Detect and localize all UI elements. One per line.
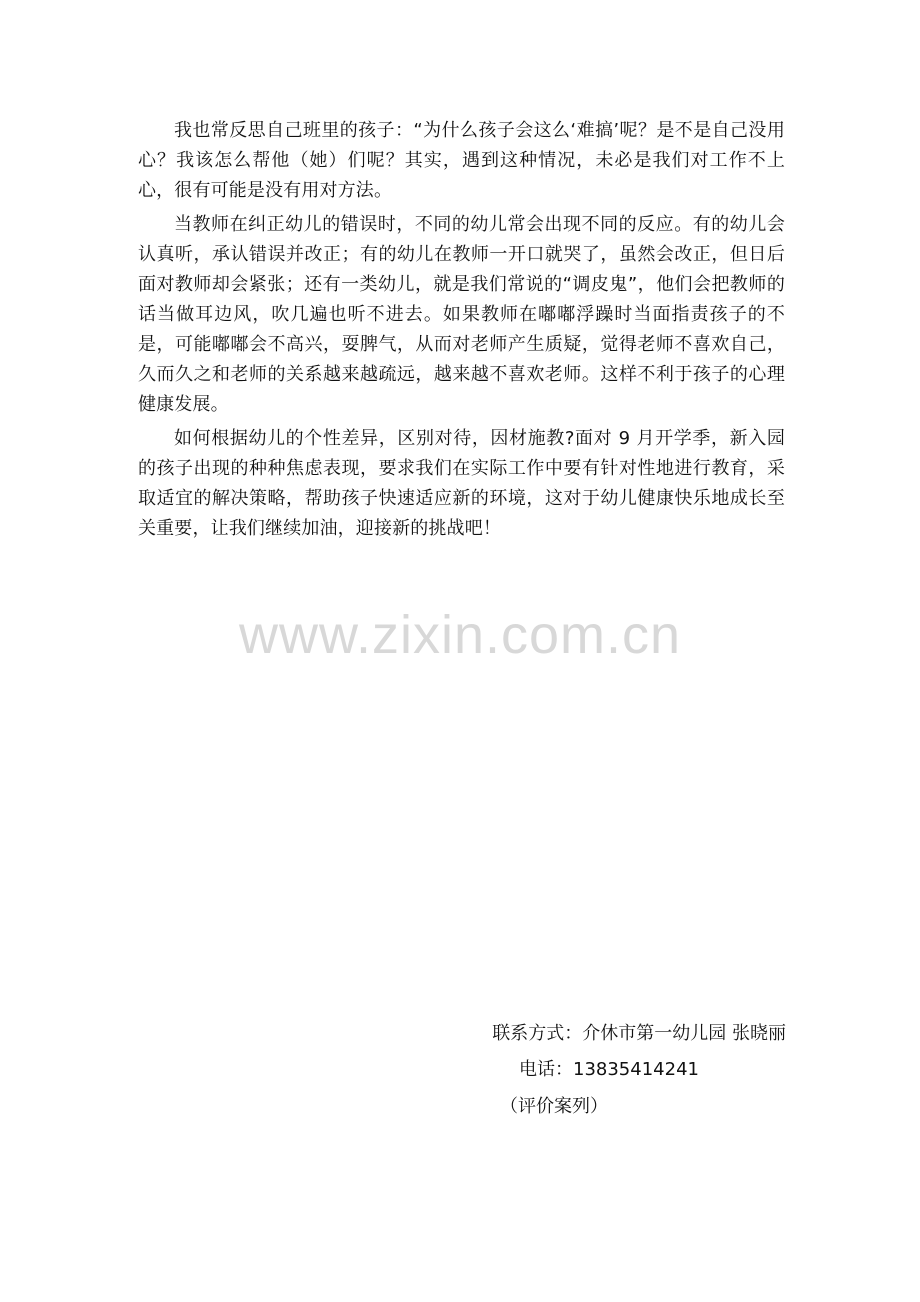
contact-phone: 电话：13835414241 [519, 1059, 699, 1080]
body-text [138, 116, 785, 548]
contact-org: 联系方式：介休市第一幼儿园 张晓丽 [492, 1023, 786, 1044]
paragraph-1: 我也常反思自己班里的孩子：“为什么孩子会这么‘难搞’呢？是不是自己没用心？我该怎么帮他（她）们呢？其实，遇到这种情况，未必是我们对工作不上心，很有可能是没有用对方法。 [138, 120, 785, 201]
watermark: www.zixin.com.cn [238, 605, 682, 665]
paragraph-3: 如何根据幼儿的个性差异，区别对待，因材施教?面对 9 月开学季，新入园的孩子出现的种种焦虑表现，要求我们在实际工作中要有针对性地进行教育，采取适宜的解决策略，帮助孩子快速适应新的环境，这对于幼儿健康快乐地成长至关重要，让我们继续加油，迎接新的挑战吧！ [138, 428, 785, 539]
paragraph-2: 当教师在纠正幼儿的错误时，不同的幼儿常会出现不同的反应。有的幼儿会认真听，承认错误并改正；有的幼儿在教师一开口就哭了，虽然会改正，但日后面对教师却会紧张；还有一类幼儿，就是我们常说的“调皮鬼”，他们会把教师的话当做耳边风，吹几遍也听不进去。如果教师在嘟嘟浮躁时当面指责孩子的不是，可能嘟嘟会不高兴，耍脾气，从而对老师产生质疑，觉得老师不喜欢自己，久而久之和老师的关系越来越疏远，越来越不喜欢老师。这样不利于孩子的心理健康发展。 [138, 214, 785, 415]
contact-note: （评价案列） [500, 1096, 608, 1117]
